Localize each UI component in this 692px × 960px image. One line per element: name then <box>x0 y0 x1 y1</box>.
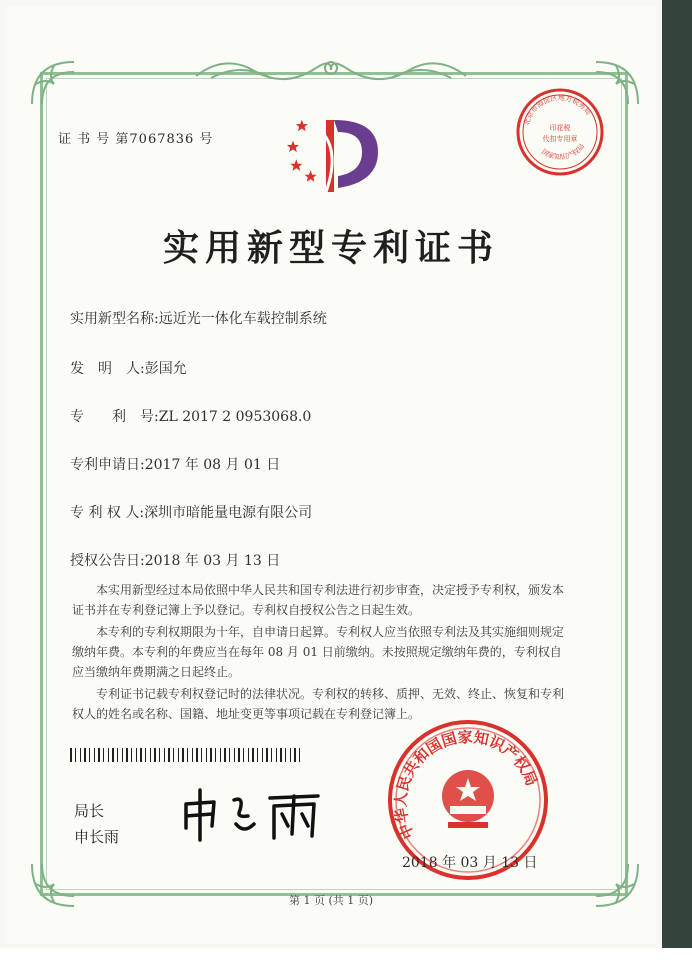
field-patent-number <box>70 406 311 426</box>
scan-edge-bottom <box>0 948 692 960</box>
field-label: 专 利 权 人: <box>70 505 145 521</box>
body-paragraph: 专利证书记载专利权登记时的法律状况。专利权的转移、质押、无效、终止、恢复和专利权人的姓名或名称、国籍、地址变更等事项记载在专利登记簿上。 <box>72 687 565 721</box>
body-paragraph: 本专利的专利权期限为十年，自申请日起算。专利权人应当依照专利法及其实施细则规定缴纳年费。本专利的年费应当在每年 08 月 01 日前缴纳。未按照规定缴纳年费的，专利权自应当缴纳年费期满之日起终止。 <box>72 625 565 679</box>
svg-text:北京市海淀区地方税务局 <box>522 93 593 127</box>
handwritten-signature-icon <box>178 784 328 844</box>
patent-office-logo-icon <box>282 112 392 198</box>
tax-seal-lower-text: 国家知识产权局 <box>540 142 587 162</box>
page-title: 实用新型专利证书 <box>162 228 499 269</box>
field-grant-date <box>70 550 280 570</box>
top-ornament-icon <box>186 48 476 88</box>
signature-name: 申长雨 <box>74 828 120 846</box>
field-application-date <box>70 454 280 474</box>
page-number-footer: 第 1 页 (共 1 页) <box>288 894 374 907</box>
field-label: 授权公告日: <box>70 553 145 569</box>
field-label: 发 明 人: <box>70 361 145 377</box>
scan-edge <box>662 0 692 960</box>
field-label: 实用新型名称: <box>70 311 159 327</box>
tax-seal-middle-text: 印花税 <box>549 124 571 132</box>
svg-text:国家知识产权局 <box>540 142 586 161</box>
corner-ornament-icon <box>24 54 84 114</box>
signature-role: 局长 <box>74 802 105 820</box>
field-patentee <box>70 502 312 522</box>
certificate-sheet <box>6 6 656 944</box>
field-label: 专 利 号: <box>70 409 159 425</box>
tax-seal-icon <box>514 86 606 178</box>
field-utility-model-name <box>70 308 327 328</box>
body-paragraph: 本实用新型经过本局依照中华人民共和国专利法进行初步审查，决定授予专利权，颁发本证书并在专利登记簿上予以登记。专利权自授权公告之日起生效。 <box>72 583 565 617</box>
tax-seal-bottom-text: 代扣专用章 <box>542 135 578 143</box>
barcode-icon <box>70 748 302 762</box>
field-value: ZL 2017 2 0953068.0 <box>158 409 312 425</box>
state-seal-text: 中华人民共和国国家知识产权局 <box>391 727 541 842</box>
field-inventor <box>70 358 187 378</box>
field-value: 远近光一体化车载控制系统 <box>158 311 327 327</box>
field-value: 彭国允 <box>144 361 187 377</box>
star-icon <box>287 120 317 182</box>
field-value: 2018 年 03 月 13 日 <box>144 553 281 569</box>
field-label: 专利申请日: <box>70 457 145 473</box>
field-value: 2017 年 08 月 01 日 <box>144 457 281 473</box>
tax-seal-top-text: 北京市海淀区地方税务局 <box>522 93 593 127</box>
signature-date: 2018 年 03 月 13 日 <box>402 855 538 871</box>
field-value: 深圳市暗能量电源有限公司 <box>144 505 313 521</box>
certificate-number: 证 书 号 第7067836 号 <box>58 132 214 147</box>
national-emblem-icon <box>442 770 494 828</box>
